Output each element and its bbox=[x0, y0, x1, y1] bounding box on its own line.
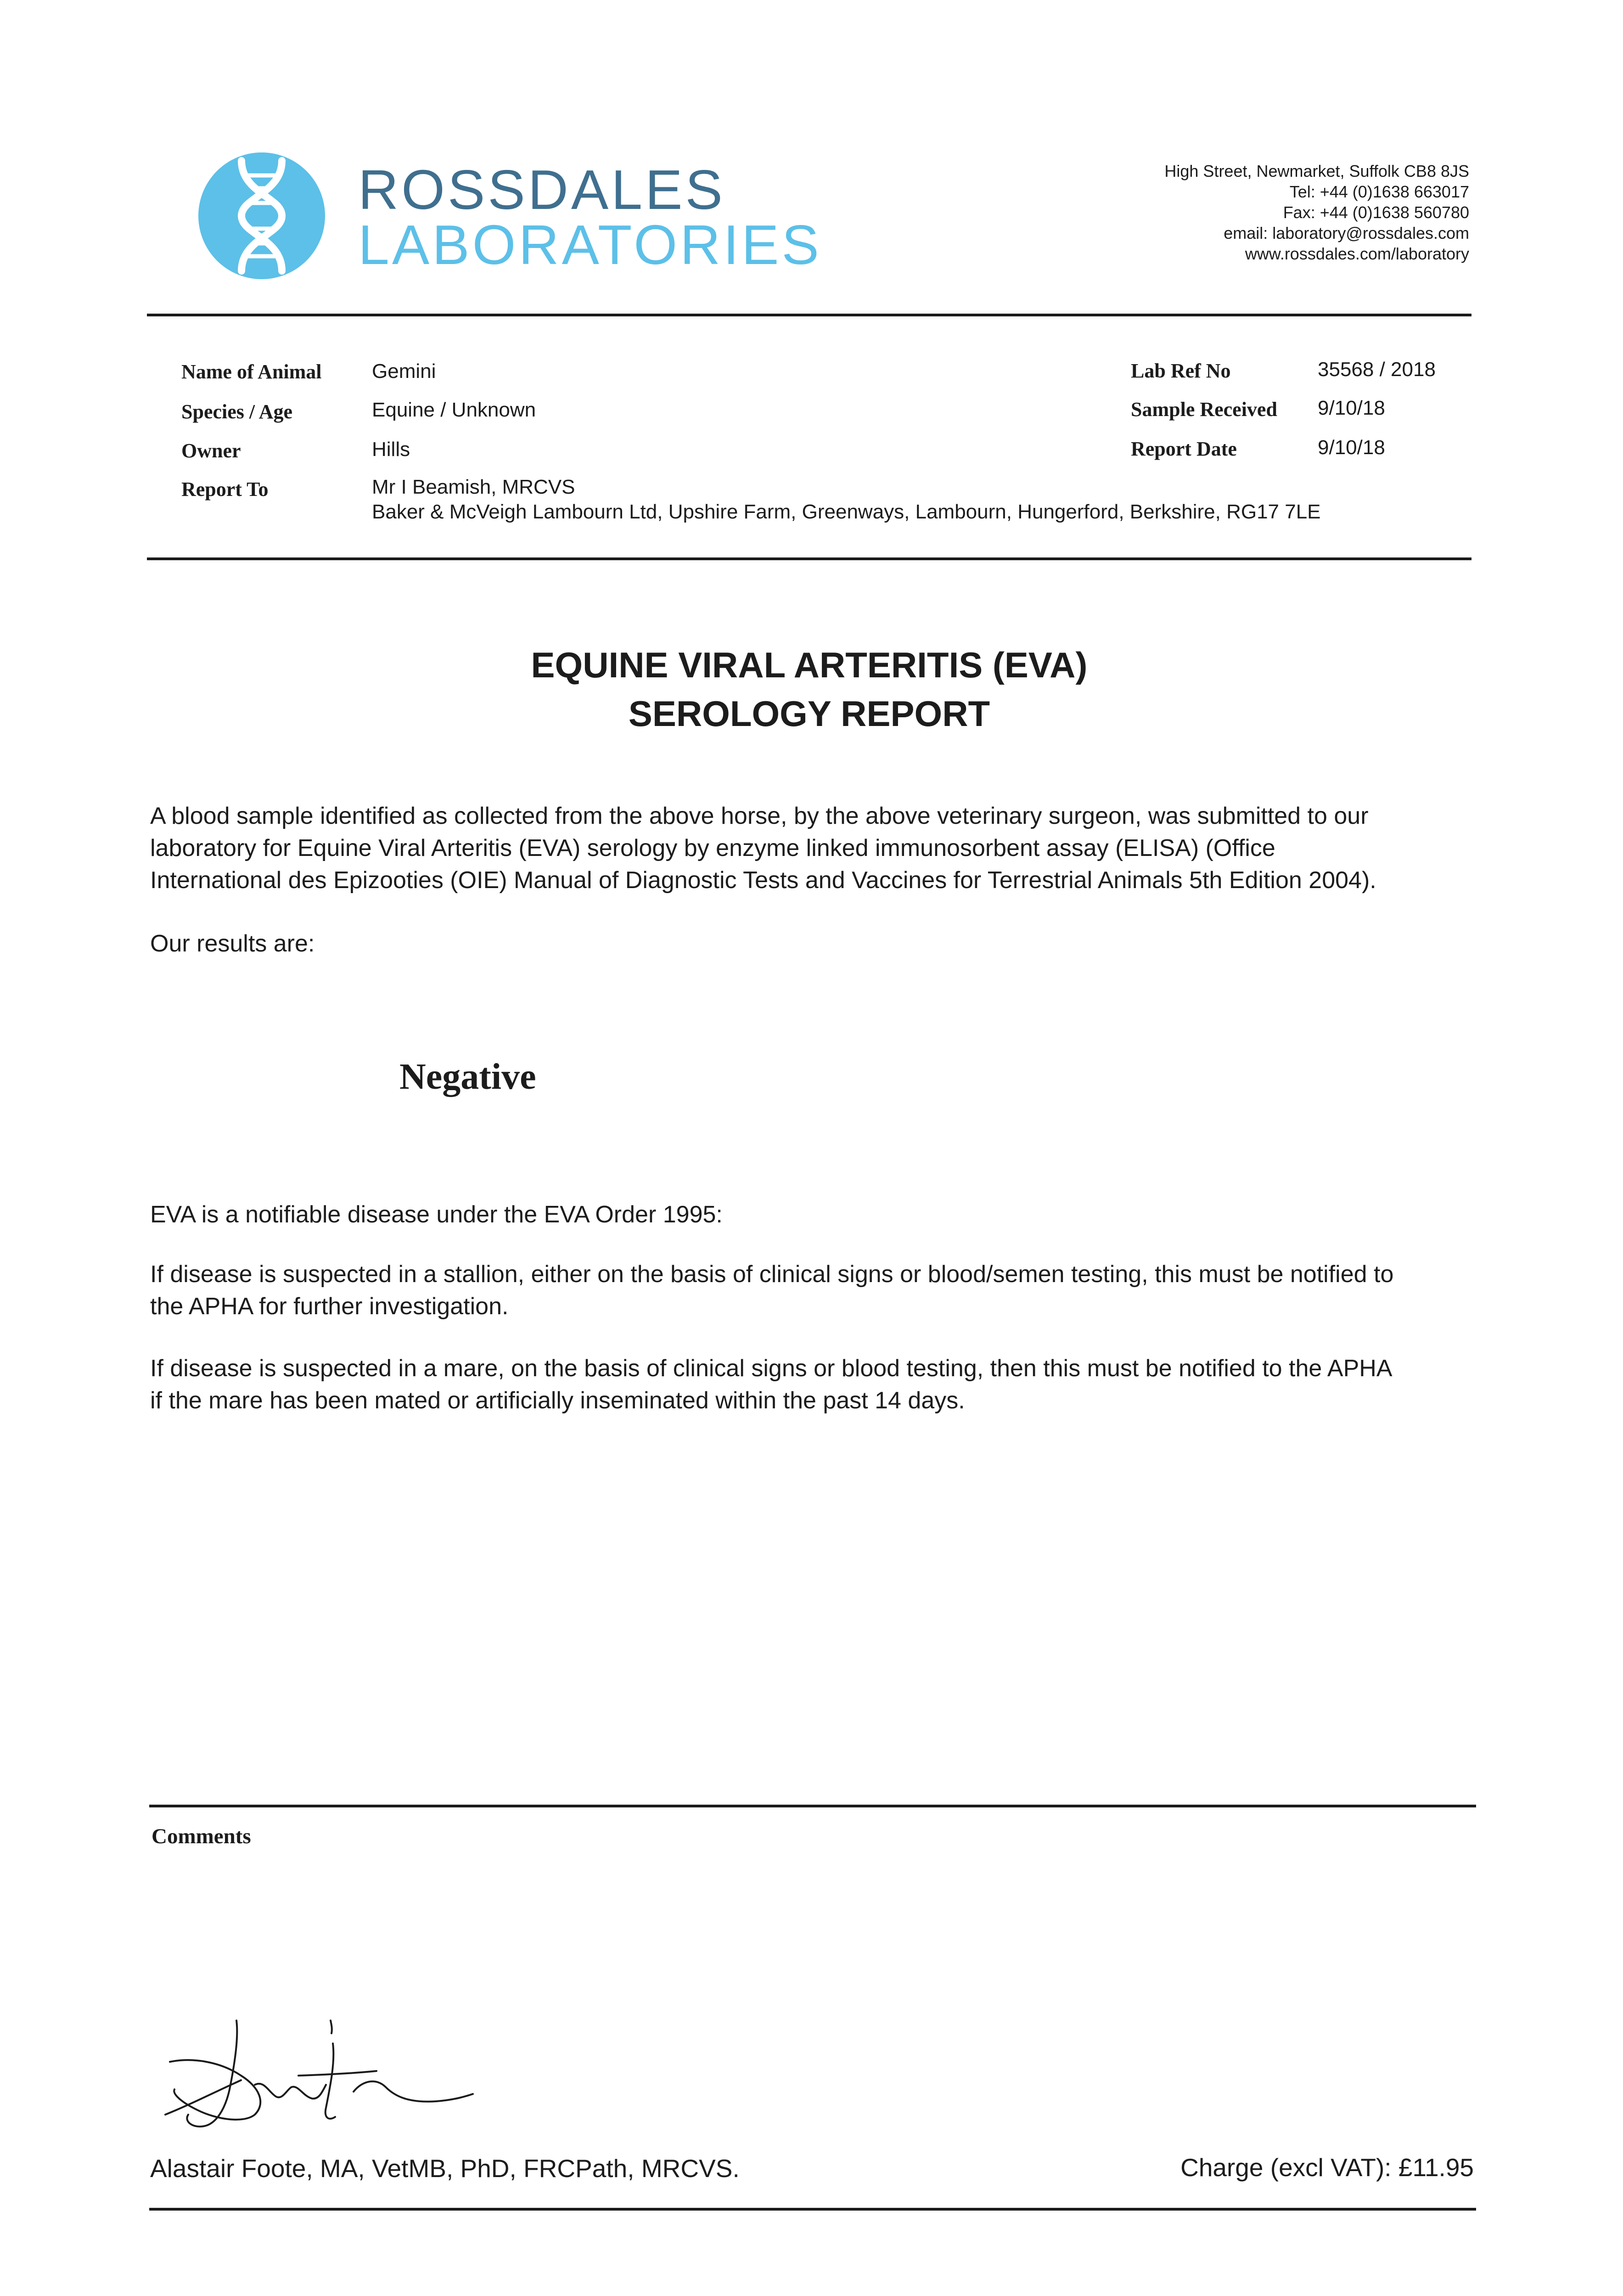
website: www.rossdales.com/laboratory bbox=[1245, 244, 1469, 263]
email: email: laboratory@rossdales.com bbox=[1224, 224, 1469, 242]
notifiable-statement: EVA is a notifiable disease under the EVA Order 1995: bbox=[150, 1201, 723, 1228]
brand-name-line2: LABORATORIES bbox=[358, 214, 822, 276]
address: High Street, Newmarket, Suffolk CB8 8JS bbox=[1164, 162, 1469, 180]
owner-label: Owner bbox=[181, 439, 241, 462]
mare-line: if the mare has been mated or artificially inseminated within the past 14 days. bbox=[150, 1387, 965, 1414]
stallion-line: If disease is suspected in a stallion, either on the basis of clinical signs or blood/semen testing, this must be notified to bbox=[150, 1261, 1394, 1288]
report-to-address: Baker & McVeigh Lambourn Ltd, Upshire Farm, Greenways, Lambourn, Hungerford, Berkshire, RG17 7LE bbox=[372, 501, 1321, 523]
signature-image bbox=[161, 2011, 510, 2149]
comments-divider bbox=[149, 1805, 1476, 1807]
footer-divider bbox=[149, 2208, 1476, 2211]
header-divider bbox=[147, 314, 1471, 316]
sample-received-label: Sample Received bbox=[1131, 398, 1277, 421]
contact-block bbox=[1001, 161, 1469, 264]
signatory-name: Alastair Foote, MA, VetMB, PhD, FRCPath, MRCVS. bbox=[150, 2154, 740, 2183]
mare-line: If disease is suspected in a mare, on the basis of clinical signs or blood testing, then this must be notified to the APHA bbox=[150, 1355, 1393, 1382]
telephone: Tel: +44 (0)1638 663017 bbox=[1289, 182, 1469, 201]
report-title bbox=[147, 641, 1471, 738]
details-divider bbox=[147, 557, 1471, 560]
lab-ref-label: Lab Ref No bbox=[1131, 360, 1231, 382]
lab-ref-value: 35568 / 2018 bbox=[1318, 358, 1436, 381]
report-date-value: 9/10/18 bbox=[1318, 436, 1385, 459]
report-to-name: Mr I Beamish, MRCVS bbox=[372, 476, 575, 498]
intro-line: laboratory for Equine Viral Arteritis (EVA) serology by enzyme linked immunosorbent assay (ELISA) (Office bbox=[150, 835, 1275, 861]
report-date-label: Report Date bbox=[1131, 438, 1237, 460]
intro-paragraph bbox=[150, 800, 1482, 896]
stallion-paragraph bbox=[150, 1258, 1482, 1322]
species-age-label: Species / Age bbox=[181, 400, 292, 423]
sample-received-value: 9/10/18 bbox=[1318, 397, 1385, 419]
intro-line: International des Epizooties (OIE) Manual of Diagnostic Tests and Vaccines for Terrestrial Animals 5th Edition 2004). bbox=[150, 867, 1376, 894]
dna-helix-icon bbox=[197, 152, 326, 280]
name-of-animal-value: Gemini bbox=[372, 360, 436, 383]
comments-label: Comments bbox=[152, 1824, 251, 1848]
stallion-line: the APHA for further investigation. bbox=[150, 1293, 509, 1320]
charge-amount: £11.95 bbox=[1398, 2153, 1474, 2182]
owner-value: Hills bbox=[372, 438, 410, 461]
intro-line: A blood sample identified as collected from the above horse, by the above veterinary surgeon, was submitted to our bbox=[150, 803, 1369, 829]
charge-label: Charge (excl VAT): bbox=[1180, 2153, 1392, 2182]
report-title-line2: SEROLOGY REPORT bbox=[628, 693, 990, 734]
fax: Fax: +44 (0)1638 560780 bbox=[1283, 203, 1469, 222]
results-intro: Our results are: bbox=[150, 930, 315, 957]
test-result: Negative bbox=[399, 1057, 536, 1097]
brand-name-line1: ROSSDALES bbox=[358, 158, 725, 221]
charge-line bbox=[1180, 2153, 1474, 2182]
name-of-animal-label: Name of Animal bbox=[181, 360, 322, 383]
species-age-value: Equine / Unknown bbox=[372, 399, 536, 421]
mare-paragraph bbox=[150, 1352, 1482, 1417]
report-title-line1: EQUINE VIRAL ARTERITIS (EVA) bbox=[531, 645, 1088, 685]
report-to-label: Report To bbox=[181, 478, 269, 501]
